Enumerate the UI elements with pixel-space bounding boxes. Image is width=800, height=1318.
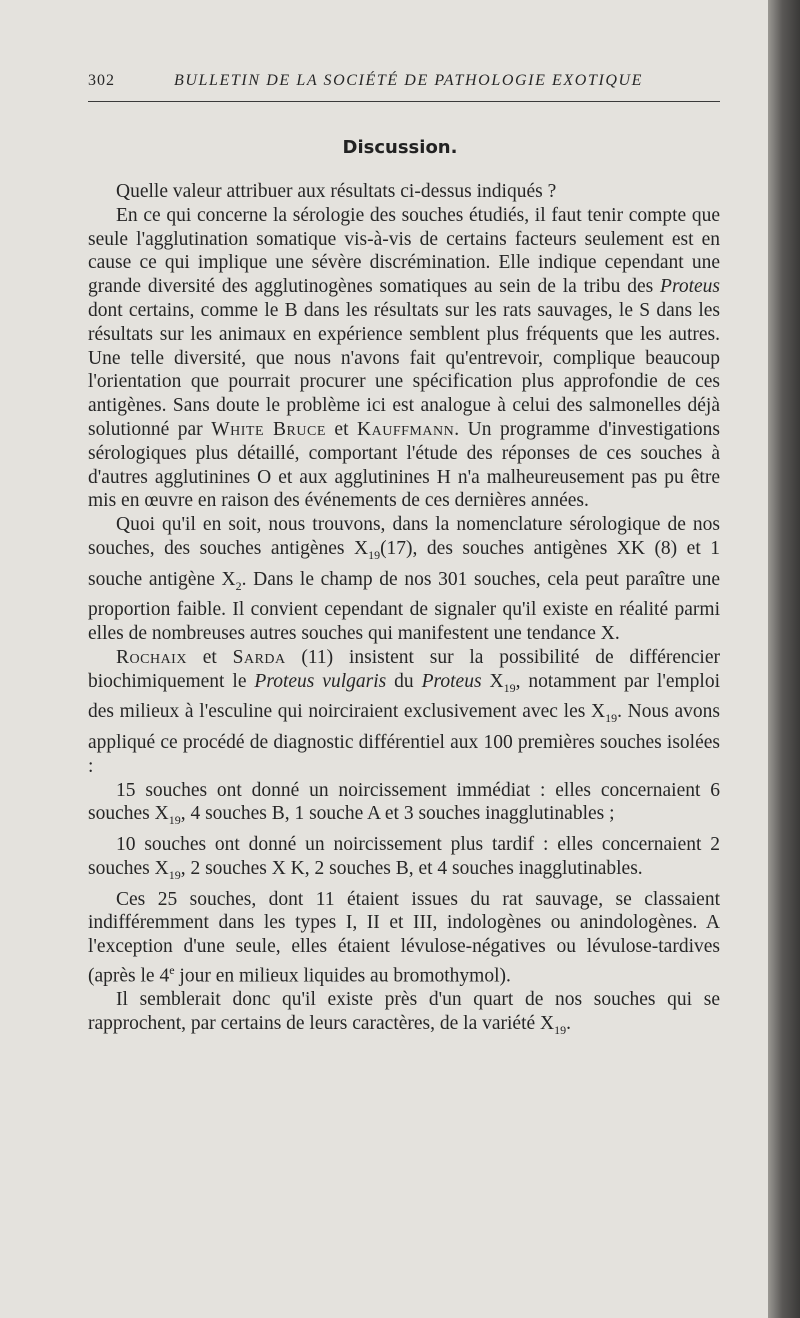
text-segment: 15 souches ont donné un noircissement immédiat : elles concernaient 6 souches X <box>88 779 720 825</box>
paragraph-p4 <box>88 646 720 779</box>
text-segment: (11) insistent sur la possibilité de différencier biochimiquement le <box>88 646 720 692</box>
text-segment: 2 <box>235 578 242 593</box>
paragraph-p5 <box>88 779 720 833</box>
text-segment: , 2 souches X K, 2 souches B, et 4 souches inagglutinables. <box>180 857 643 879</box>
text-segment: 19 <box>168 867 181 882</box>
text-segment: . Nous avons appliqué ce procédé de diagnostic différentiel aux 100 premières souches isolées : <box>88 701 720 777</box>
text-segment: , notamment par l'emploi des milieux à l'esculine qui noirciraient exclusivement avec les X <box>88 670 720 723</box>
text-segment: . Un programme d'investigations sérologiques plus détaillé, comportant l'étude des réponses de ces souches à d'autres agglutinines O et aux agglutinines H n'a malheureusement pas pu être mis en œuvre en raison des événements de ces dernières années. <box>88 418 720 512</box>
paragraph-p2 <box>88 204 720 513</box>
text-segment: 19 <box>368 547 381 562</box>
text-segment: , 4 souches B, 1 souche A et 3 souches inagglutinables ; <box>180 803 615 825</box>
paragraph-p3 <box>88 513 720 646</box>
body-text <box>88 180 720 1043</box>
text-segment: et <box>186 646 233 668</box>
paragraph-p8 <box>88 988 720 1042</box>
text-segment: e <box>169 963 175 978</box>
paragraph-p6 <box>88 833 720 887</box>
text-segment: 19 <box>605 711 618 726</box>
text-segment: 19 <box>554 1023 567 1038</box>
page-number: 302 <box>88 72 115 89</box>
text-segment: dont certains, comme le B dans les résultats sur les rats sauvages, le S dans les résultats sur les animaux en expérience semblent plus fréquents que les autres. Une telle diversité, que nous n'avons fait qu'entrevoir, complique beaucoup l'orientation que pourrait procurer une spécification plus approfondie de ces antigènes. Sans doute le problème ici est analogue à celui des salmonelles déjà solutionné par <box>88 299 720 440</box>
header-rule <box>88 101 720 102</box>
text-segment: Quelle valeur attribuer aux résultats ci-dessus indiqués ? <box>116 181 557 202</box>
text-segment: 19 <box>503 680 516 695</box>
text-segment: White Bruce <box>211 418 326 440</box>
running-title: BULLETIN DE LA SOCIÉTÉ DE PATHOLOGIE EXOTIQUE <box>174 72 644 89</box>
text-segment: Ces 25 souches, dont 11 étaient issues du rat sauvage, se classaient indifféremment dans les types I, II et III, indologènes ou anindologènes. A l'exception d'une seule, elles étaient lévulose-négatives ou lévulose-tardives (après le 4 <box>88 888 720 987</box>
text-segment: 10 souches ont donné un noircissement plus tardif : elles concernaient 2 souches X <box>88 834 720 879</box>
section-heading: Discussion. <box>342 137 458 158</box>
paragraph-p7 <box>88 888 720 989</box>
text-segment: Quoi qu'il en soit, nous trouvons, dans la nomenclature sérologique de nos souches, des souches antigènes X <box>88 514 720 559</box>
text-segment: En ce qui concerne la sérologie des souches étudiés, il faut tenir compte que seule l'agglutination somatique vis-à-vis de certains facteurs seulement est en cause ce qui implique une sévère discrémination. Elle indique cependant une grande diversité des agglutinogènes somatiques au sein de la tribu des <box>88 204 720 298</box>
text-segment: du <box>386 670 422 692</box>
text-segment: Sarda <box>232 646 286 668</box>
text-segment: jour en milieux liquides au bromothymol). <box>174 965 511 987</box>
text-segment: Il semblerait donc qu'il existe près d'un quart de nos souches qui se rapprochent, par certains de leurs caractères, de la variété X <box>88 989 720 1035</box>
text-segment: et <box>325 418 358 440</box>
text-segment: X <box>481 670 504 692</box>
paragraph-p1 <box>88 180 720 204</box>
text-segment: Proteus <box>660 276 720 298</box>
text-segment: Rochaix <box>116 646 187 668</box>
text-segment: (17), des souches antigènes XK (8) et 1 souche antigène X <box>88 537 720 590</box>
text-segment: . Dans le champ de nos 301 souches, cela peut paraître une proportion faible. Il convient cependant de signaler qu'il existe en réalité parmi elles de nombreuses autres souches qui manifestent une tendance X. <box>88 568 720 645</box>
text-segment: Proteus <box>421 670 482 692</box>
page-edge-shadow <box>768 0 800 1318</box>
text-segment: Proteus vulgaris <box>254 670 387 692</box>
text-segment: Kauffmann <box>357 418 455 440</box>
text-segment: . <box>566 1013 571 1035</box>
text-segment: 19 <box>168 813 181 828</box>
